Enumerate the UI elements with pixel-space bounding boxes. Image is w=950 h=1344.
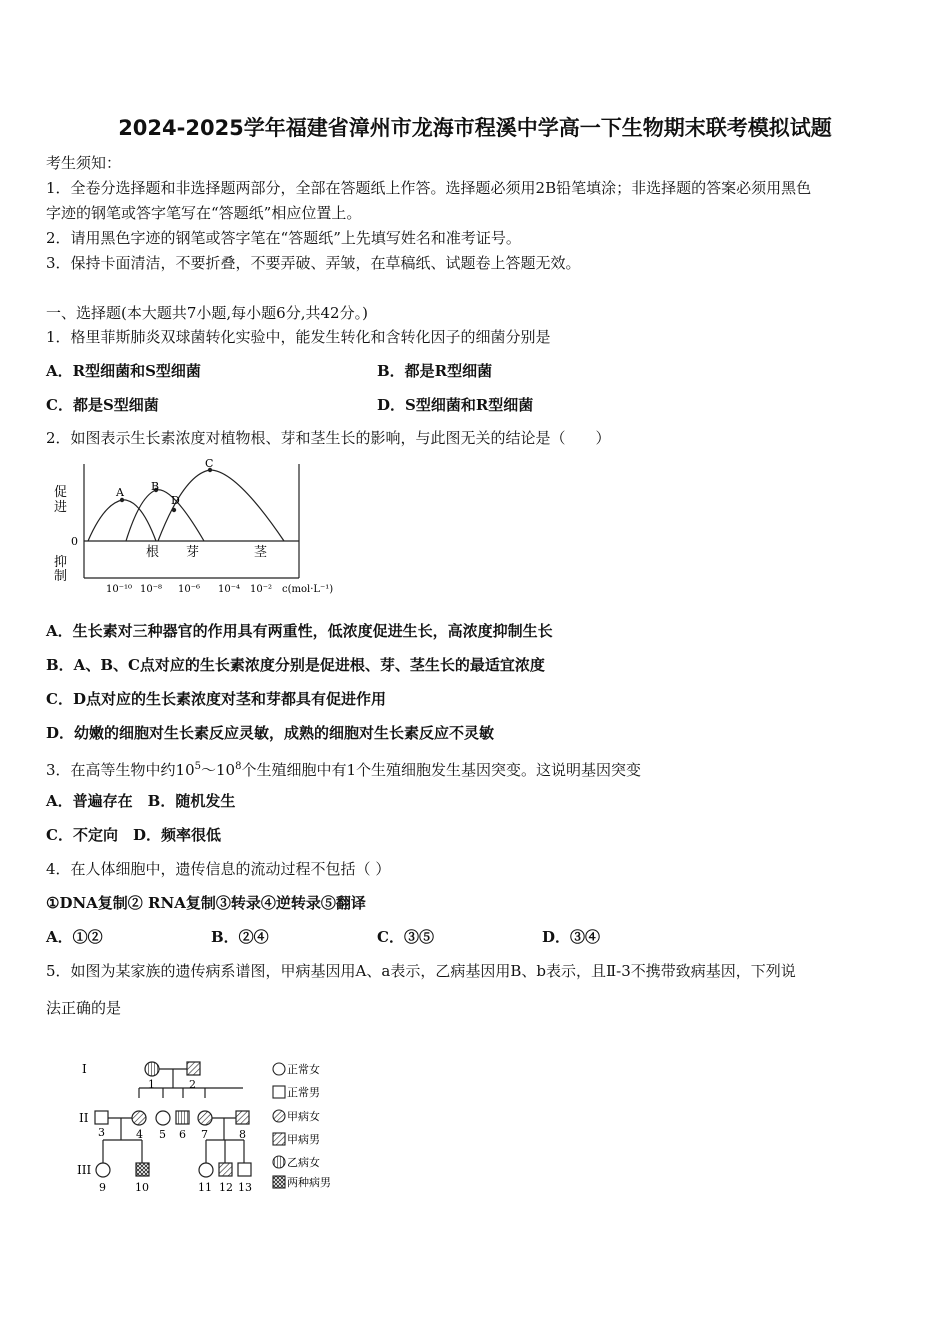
pedigree-iii13-male [238, 1163, 251, 1176]
q4-option-a[interactable]: A．①② [46, 928, 103, 946]
y-label-inhibit-1: 抑 [54, 555, 68, 570]
q2-option-c[interactable]: C．D点对应的生长素浓度对茎和芽都具有促进作用 [46, 690, 386, 708]
ind-num-8: 8 [239, 1128, 246, 1141]
pedigree-chart-figure [76, 1056, 356, 1202]
ind-num-13: 13 [238, 1181, 252, 1194]
ind-num-7: 7 [201, 1128, 208, 1141]
q2-option-b[interactable]: B．A、B、C点对应的生长素浓度分别是促进根、芽、茎生长的最适宜浓度 [46, 656, 545, 674]
q1-option-a[interactable]: A．R型细菌和S型细菌 [46, 362, 201, 380]
pedigree-iii11-female [199, 1163, 213, 1177]
x-tick-5: 10⁻² [250, 584, 273, 595]
notice-item-2: 2．请用黑色字迹的钢笔或答字笔在“答题纸”上先填写姓名和准考证号。 [46, 229, 521, 247]
x-tick-4: 10⁻⁴ [218, 584, 241, 595]
q3-options-cd[interactable]: C．不定向 D．频率很低 [46, 826, 221, 844]
x-tick-3: 10⁻⁶ [178, 584, 201, 595]
gen-label-iii: III [77, 1163, 92, 1177]
q2-option-a[interactable]: A．生长素对三种器官的作用具有两重性，低浓度促进生长，高浓度抑制生长 [46, 622, 553, 640]
pedigree-ii7-female [198, 1111, 212, 1125]
q4-stem: 4．在人体细胞中，遗传信息的流动过程不包括（ ） [46, 860, 391, 878]
q3-stem: 3．在高等生物中约$10^5\sim 10^8$个生殖细胞中有1个生殖细胞发生基因突变。这说明基因突变 [46, 761, 642, 779]
x-tick-1: 10⁻¹⁰ [106, 584, 133, 595]
q1-stem: 1．格里菲斯肺炎双球菌转化实验中，能发生转化和含转化因子的细菌分别是 [46, 328, 551, 346]
section-heading: 一、选择题(本大题共7小题,每小题6分,共42分。) [46, 304, 368, 322]
ind-num-12: 12 [219, 1181, 233, 1194]
q4-option-d[interactable]: D．③④ [542, 928, 601, 946]
organ-stem-label: 茎 [254, 545, 268, 560]
ind-num-3: 3 [98, 1126, 105, 1139]
legend-normal-male-label: 正常男 [287, 1086, 320, 1099]
ind-num-6: 6 [179, 1128, 186, 1141]
x-tick-2: 10⁻⁸ [140, 584, 163, 595]
y-label-promote-2: 进 [54, 500, 68, 515]
q5-stem-line-1: 5．如图为某家族的遗传病系谱图，甲病基因用A、a表示，乙病基因用B、b表示，且Ⅱ-3不携带致病基因，下列说 [46, 962, 796, 980]
ind-num-11: 11 [198, 1181, 212, 1194]
q3-options-ab[interactable]: A．普遍存在 B．随机发生 [46, 792, 236, 810]
auxin-concentration-figure [44, 456, 374, 602]
x-unit: c(mol·L⁻¹) [282, 584, 334, 595]
point-b-label: B [151, 480, 160, 493]
origin-label: 0 [71, 535, 78, 548]
gen-label-ii: II [79, 1111, 89, 1125]
legend-diseaseB-female-label: 乙病女 [287, 1156, 320, 1169]
ind-num-2: 2 [189, 1078, 196, 1091]
notice-item-1-cont: 字迹的钢笔或答字笔写在“答题纸”相应位置上。 [46, 204, 362, 222]
q1-option-c[interactable]: C．都是S型细菌 [46, 396, 159, 414]
ind-num-4: 4 [136, 1128, 143, 1141]
ind-num-1: 1 [148, 1078, 155, 1091]
pedigree-iii12-male [219, 1163, 232, 1176]
legend-both-male-symbol [273, 1176, 285, 1188]
pedigree-iii10-male [136, 1163, 149, 1176]
legend-diseaseA-female-symbol [273, 1110, 285, 1122]
pedigree-i2-male [187, 1062, 200, 1075]
q2-option-d[interactable]: D．幼嫩的细胞对生长素反应灵敏，成熟的细胞对生长素反应不灵敏 [46, 724, 495, 742]
notice-item-1: 1．全卷分选择题和非选择题两部分，全部在答题纸上作答。选择题必须用2B铅笔填涂；非选择题的答案必须用黑色 [46, 179, 812, 197]
point-d-label: D [171, 494, 180, 507]
notice-heading: 考生须知： [46, 154, 122, 172]
legend-diseaseA-male-label: 甲病男 [287, 1133, 320, 1146]
ind-num-5: 5 [159, 1128, 166, 1141]
legend-normal-male-symbol [273, 1086, 285, 1098]
ind-num-10: 10 [135, 1181, 149, 1194]
q5-stem-line-2: 法正确的是 [46, 999, 122, 1017]
notice-item-3: 3．保持卡面清洁，不要折叠，不要弄破、弄皱，在草稿纸、试题卷上答题无效。 [46, 254, 581, 272]
legend-normal-female-label: 正常女 [287, 1063, 320, 1076]
legend-both-male-label: 两种病男 [287, 1176, 331, 1189]
pedigree-ii3-male [95, 1111, 108, 1124]
point-c-label: C [205, 457, 214, 470]
point-a-label: A [116, 486, 124, 499]
pedigree-i1-female [145, 1062, 159, 1076]
q4-option-c[interactable]: C．③⑤ [377, 928, 434, 946]
exam-title: 2024-2025学年福建省漳州市龙海市程溪中学高一下生物期末联考模拟试题 [118, 116, 832, 140]
q2-stem: 2．如图表示生长素浓度对植物根、芽和茎生长的影响，与此图无关的结论是（ ） [46, 429, 611, 447]
q4-process-list: ①DNA复制② RNA复制③转录④逆转录⑤翻译 [46, 894, 366, 912]
q1-option-d[interactable]: D．S型细菌和R型细菌 [377, 396, 534, 414]
pedigree-ii5-female [156, 1111, 170, 1125]
legend-diseaseA-female-label: 甲病女 [287, 1110, 320, 1123]
y-label-inhibit-2: 制 [54, 569, 68, 584]
gen-label-i: I [82, 1062, 87, 1076]
legend-diseaseA-male-symbol [273, 1133, 285, 1145]
pedigree-ii4-female [132, 1111, 146, 1125]
q1-option-b[interactable]: B．都是R型细菌 [377, 362, 493, 380]
y-label-promote-1: 促 [54, 485, 68, 500]
pedigree-ii8-male [236, 1111, 249, 1124]
organ-bud-label: 芽 [186, 545, 200, 560]
legend-normal-female-symbol [273, 1063, 285, 1075]
legend-diseaseB-female-symbol [273, 1156, 285, 1168]
pedigree-iii9-female [96, 1163, 110, 1177]
pedigree-ii6-male [176, 1111, 189, 1124]
ind-num-9: 9 [99, 1181, 106, 1194]
organ-root-label: 根 [146, 545, 160, 560]
q4-option-b[interactable]: B．②④ [211, 928, 269, 946]
